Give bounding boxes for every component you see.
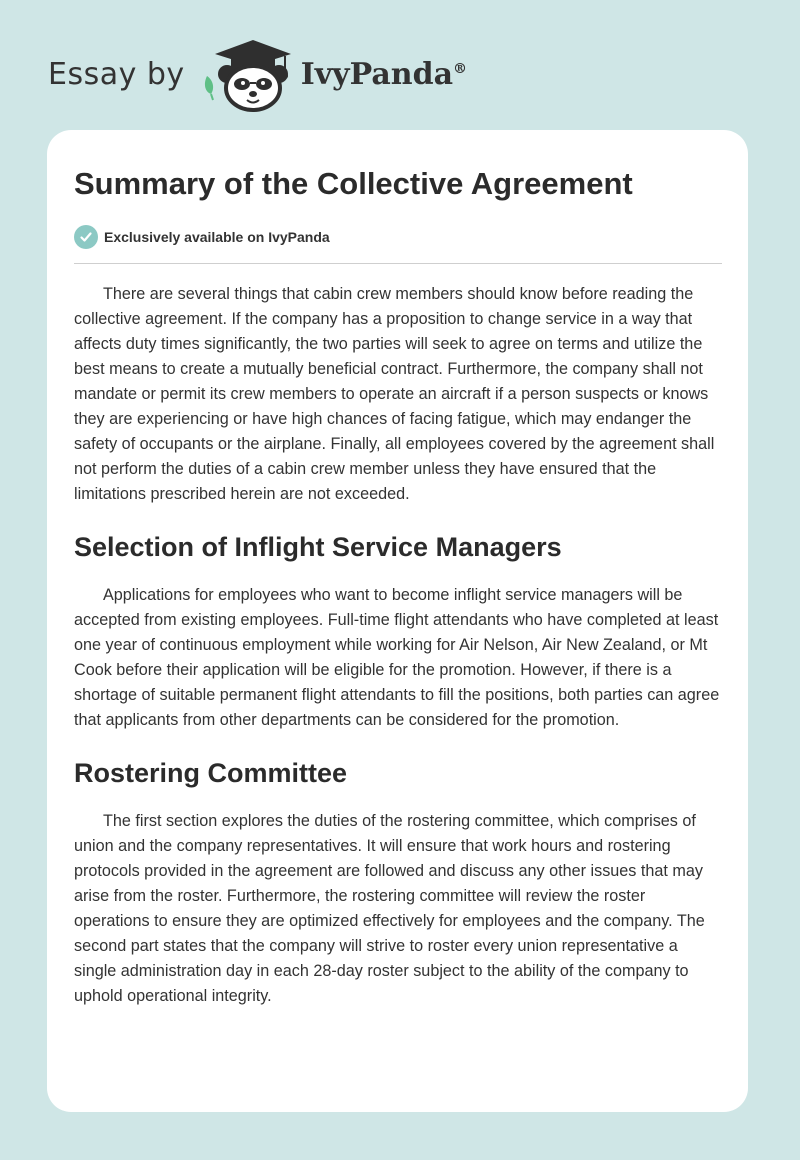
exclusive-label: Exclusively available on IvyPanda [104, 229, 330, 245]
checkmark-icon [74, 225, 98, 249]
intro-paragraph: There are several things that cabin crew members should know before reading the collective agreement. If the company has a proposition to change service in a way that affects duty times significantly, the two parties will seek to agree on terms and utilize the best means to create a mutually beneficial contract. Furthermore, the company shall not mandate or permit its crew members to operate an aircraft if a person suspects or knows they are experiencing or have high chances of facing fatigue, which may endanger the safety of occupants or the airplane. Finally, all employees covered by the agreement shall not perform the duties of a cabin crew member unless they have ensured that the limitations prescribed herein are not exceeded. [74, 285, 715, 503]
essay-by-label: Essay by [48, 56, 185, 92]
exclusive-badge [74, 224, 722, 250]
essay-card [47, 130, 748, 1112]
brand-header [48, 36, 467, 112]
section-heading-inflight-service-managers: Selection of Inflight Service Managers [74, 532, 562, 562]
panda-graduate-icon[interactable] [201, 36, 297, 112]
page-title: Summary of the Collective Agreement [74, 166, 633, 201]
section-paragraph-rostering-committee: The first section explores the duties of the rostering committee, which comprises of union and the company representatives. It will ensure that work hours and rostering protocols provided in the agreement are followed and discuss any other issues that may arise from the roster. Furthermore, the rostering committee will review the roster operations to ensure they are optimized effectively for employees and the company. The second part states that the company will strive to roster every union representative a single administration day in each 28-day roster subject to the ability of the company to uphold operational integrity. [74, 812, 705, 1005]
divider [74, 263, 722, 264]
registered-mark: ® [453, 60, 468, 77]
section-heading-rostering-committee: Rostering Committee [74, 758, 348, 788]
brand-name[interactable]: IvyPanda® [300, 56, 468, 92]
section-paragraph-inflight-service-managers: Applications for employees who want to become inflight service managers will be accepted from existing employees. Full-time flight attendants who have completed at least one year of continuous employment while working for Air Nelson, Air New Zealand, or Mt Cook before their application will be eligible for the promotion. However, if there is a shortage of suitable permanent flight attendants to fill the positions, both parties can agree that applicants from other departments can be considered for the promotion. [74, 586, 720, 729]
